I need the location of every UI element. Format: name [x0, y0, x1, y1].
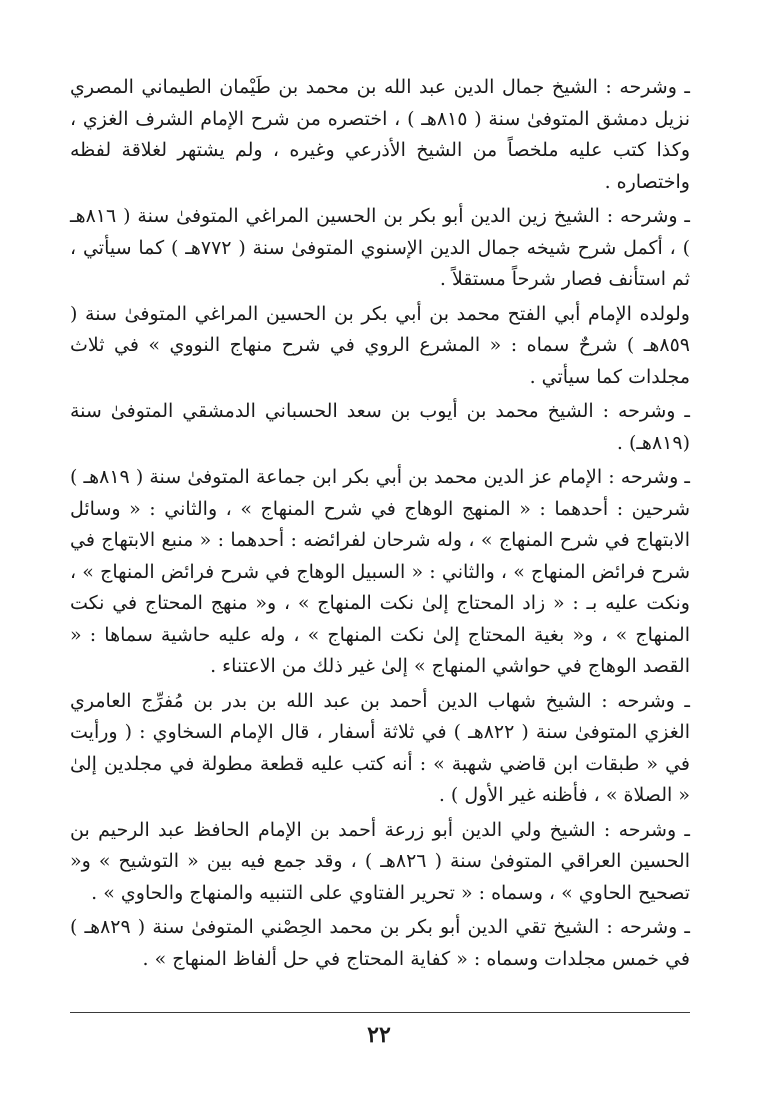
page-number: ٢٢: [367, 1022, 391, 1048]
footer-divider: [70, 1012, 690, 1013]
paragraph-abi-al-fath: ولولده الإمام أبي الفتح محمد بن أبي بكر بن الحسين المراغي المتوفىٰ سنة ( ٨٥٩هـ ) شرحٌ سماه : « المشرع الروي في شرح منهاج النووي » في ثلاث مجلدات كما سيأتي .: [70, 302, 690, 388]
page-body: [70, 72, 690, 975]
paragraph-abu-zura-al-iraqi: ـ وشرحه : الشيخ ولي الدين أبو زرعة أحمد بن الإمام الحافظ عبد الرحيم بن الحسين العراقي المتوفىٰ سنة ( ٨٢٦هـ ) ، وقد جمع فيه بين « التوشيح » و« تصحيح الحاوي » ، وسماه : « تحرير الفتاوي على التنبيه والمنهاج والحاوي » .: [70, 818, 690, 904]
paragraph-husbani: ـ وشرحه : الشيخ محمد بن أيوب بن سعد الحسباني الدمشقي المتوفىٰ سنة (٨١٩هـ) .: [70, 400, 690, 454]
paragraph-taqi-al-hisni: ـ وشرحه : الشيخ تقي الدين أبو بكر بن محمد الحِصْني المتوفىٰ سنة ( ٨٢٩هـ ) في خمس مجلدات وسماه : « كفاية المحتاج في حل ألفاظ المنهاج » .: [70, 916, 690, 970]
paragraph-ibn-jamaa: ـ وشرحه : الإمام عز الدين محمد بن أبي بكر ابن جماعة المتوفىٰ سنة ( ٨١٩هـ ) شرحين : أحدهما : « المنهج الوهاج في شرح المنهاج » ، والثاني : « وسائل الابتهاج في شرح المنهاج » ، وله شرحان لفرائضه : أحدهما : « منبع الابتهاج في شرح فرائض المنهاج » ، والثاني : « السبيل الوهاج في شرح فرائض المنهاج » ، ونكت عليه بـ : « زاد المحتاج إلىٰ نكت المنهاج » ، و« منهج المحتاج في نكت المنهاج » ، و« بغية المحتاج إلىٰ نكت المنهاج » ، وله عليه حاشية سماها : « القصد الوهاج في حواشي المنهاج » إلىٰ غير ذلك من الاعتناء .: [70, 466, 690, 677]
paragraph-shihab-al-ghazzi: ـ وشرحه : الشيخ شهاب الدين أحمد بن عبد الله بن بدر بن مُفرِّج العامري الغزي المتوفىٰ سنة ( ٨٢٢هـ ) في ثلاثة أسفار ، قال الإمام السخاوي : ( ورأيت في « طبقات ابن قاضي شهبة » : أنه كتب عليه قطعة مطولة في مجلدين إلىٰ « الصلاة » ، فأظنه غير الأول ) .: [70, 689, 690, 806]
paragraph-jamal-al-tiymani: ـ وشرحه : الشيخ جمال الدين عبد الله بن محمد بن طَيْمان الطيماني المصري نزيل دمشق المتوفىٰ سنة ( ٨١٥هـ ) ، اختصره من شرح الإمام الشرف الغزي ، وكذا كتب عليه ملخصاً من الشيخ الأذرعي وغيره ، ولم يشتهر لغلاقة لفظه واختصاره .: [70, 76, 690, 193]
paragraph-zayn-al-maraghi: ـ وشرحه : الشيخ زين الدين أبو بكر بن الحسين المراغي المتوفىٰ سنة ( ٨١٦هـ ) ، أكمل شرح شيخه جمال الدين الإسنوي المتوفىٰ سنة ( ٧٧٢هـ ) كما سيأتي ، ثم استأنف فصار شرحاً مستقلاً .: [70, 205, 690, 290]
